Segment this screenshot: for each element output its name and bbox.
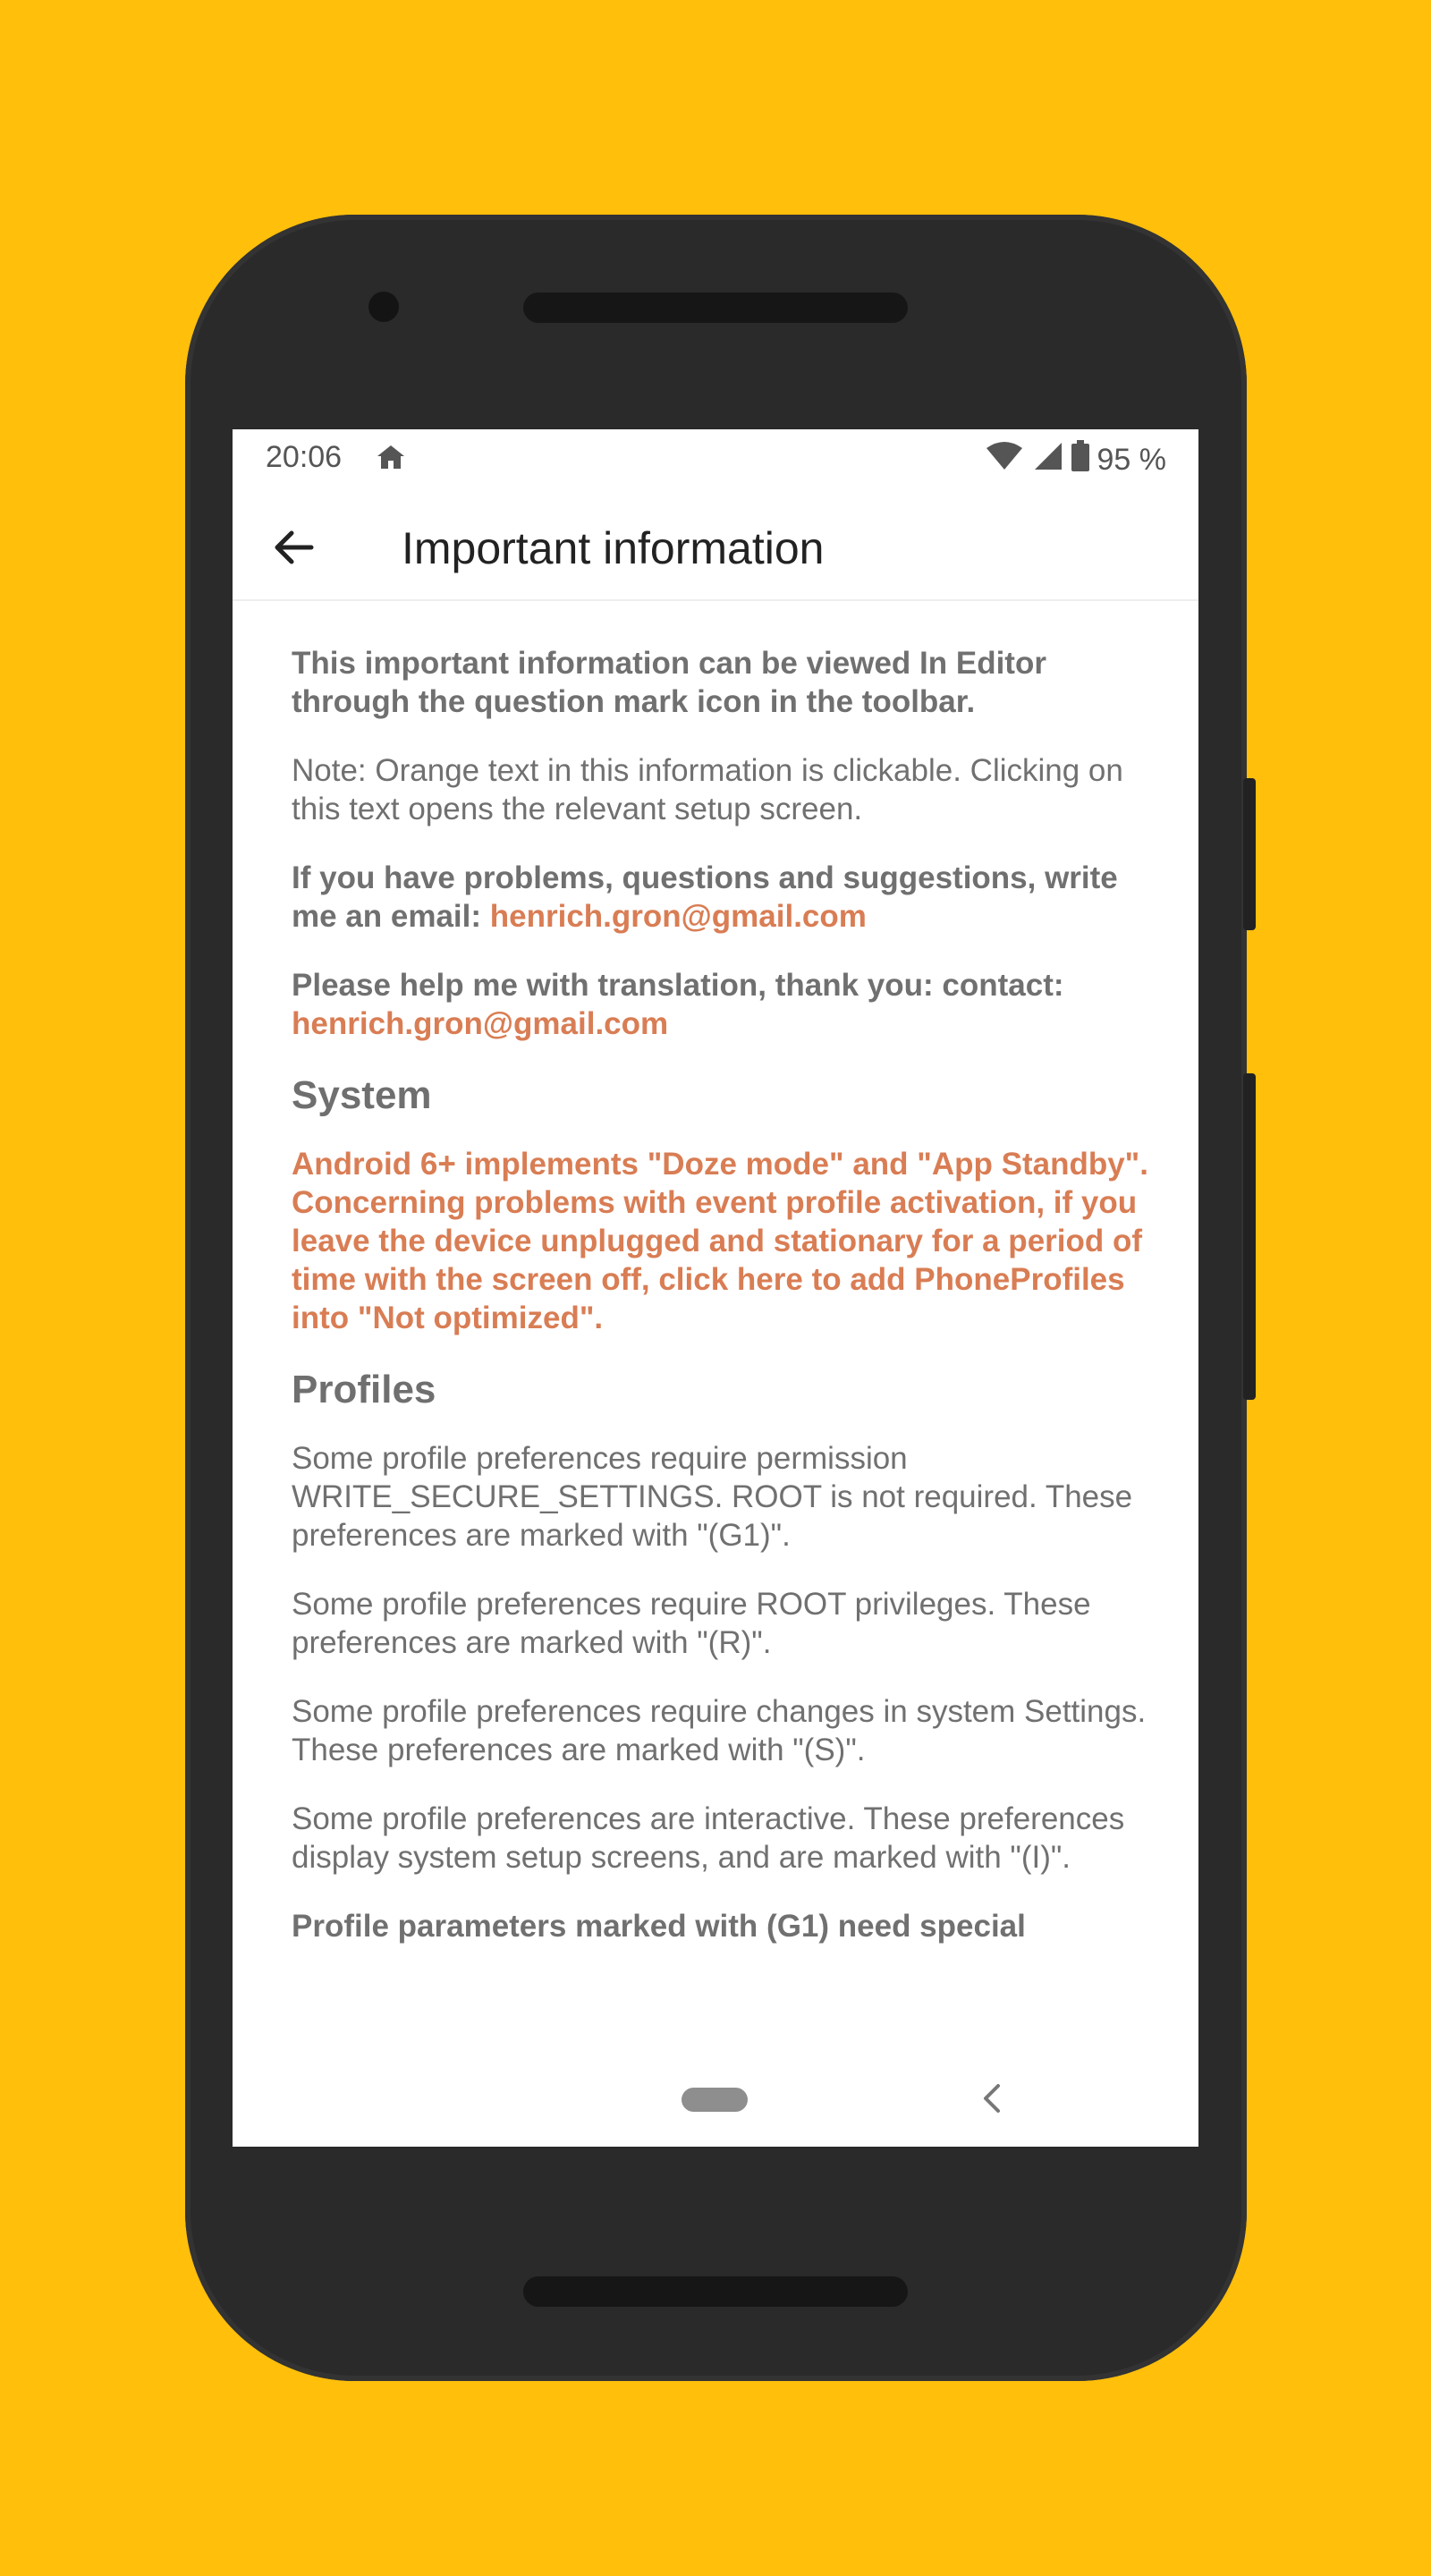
info-paragraph-editor: This important information can be viewed In Editor through the question mark icon in the toolbar. xyxy=(292,646,1046,719)
email-link[interactable]: henrich.gron@gmail.com xyxy=(489,899,867,934)
navigation-bar xyxy=(233,2048,1198,2147)
battery-percent: 95 % xyxy=(1097,443,1166,477)
translation-text: Please help me with translation, thank you: contact: xyxy=(292,968,1064,1003)
signal-icon xyxy=(1031,441,1063,479)
page-title: Important information xyxy=(402,523,825,573)
bottom-speaker xyxy=(523,2276,908,2307)
profiles-paragraph-settings: Some profile preferences require changes in system Settings. These preferences are marked with "(S)". xyxy=(292,1694,1147,1767)
profiles-heading: Profiles xyxy=(292,1368,436,1411)
email-text: If you have problems, questions and suggestions, write me an email: xyxy=(292,860,1118,934)
translation-email-link[interactable]: henrich.gron@gmail.com xyxy=(292,1006,669,1041)
status-icons xyxy=(985,440,1167,480)
info-paragraph-translation xyxy=(292,966,1150,1043)
info-content[interactable] xyxy=(292,644,1150,2048)
earpiece-speaker xyxy=(523,292,908,323)
profiles-paragraph-interactive: Some profile preferences are interactive. These preferences display system setup screens, and are marked with "(I)". xyxy=(292,1801,1125,1875)
battery-icon xyxy=(1071,440,1090,480)
status-bar xyxy=(233,429,1198,490)
home-icon xyxy=(376,444,406,479)
profiles-paragraph-root: Some profile preferences require ROOT privileges. These preferences are marked with "(R)". xyxy=(292,1587,1091,1660)
doze-mode-link[interactable]: Android 6+ implements "Doze mode" and "App Standby". Concerning problems with event profile activation, if you leave the device unplugged and stationary for a period of time with the screen off, click here to add PhoneProfiles into "Not optimized". xyxy=(292,1147,1149,1335)
status-time: 20:06 xyxy=(266,440,343,474)
profiles-paragraph-special: Profile parameters marked with (G1) need special xyxy=(292,1909,1026,1944)
info-paragraph-note: Note: Orange text in this information is clickable. Clicking on this text opens the relevant setup screen. xyxy=(292,753,1123,826)
phone-screen xyxy=(233,429,1198,2147)
back-arrow-icon[interactable] xyxy=(272,528,326,567)
system-heading: System xyxy=(292,1073,432,1117)
nav-home-pill[interactable] xyxy=(682,2088,748,2112)
power-button xyxy=(1243,1073,1256,1400)
profiles-paragraph-g1: Some profile preferences require permission WRITE_SECURE_SETTINGS. ROOT is not required. These preferences are marked with "(G1)". xyxy=(292,1441,1133,1553)
front-camera xyxy=(368,292,399,322)
info-paragraph-email xyxy=(292,859,1150,936)
volume-button xyxy=(1243,778,1256,930)
nav-back-chevron-icon[interactable] xyxy=(975,2080,1011,2116)
app-toolbar xyxy=(233,490,1198,601)
wifi-icon xyxy=(985,441,1024,479)
